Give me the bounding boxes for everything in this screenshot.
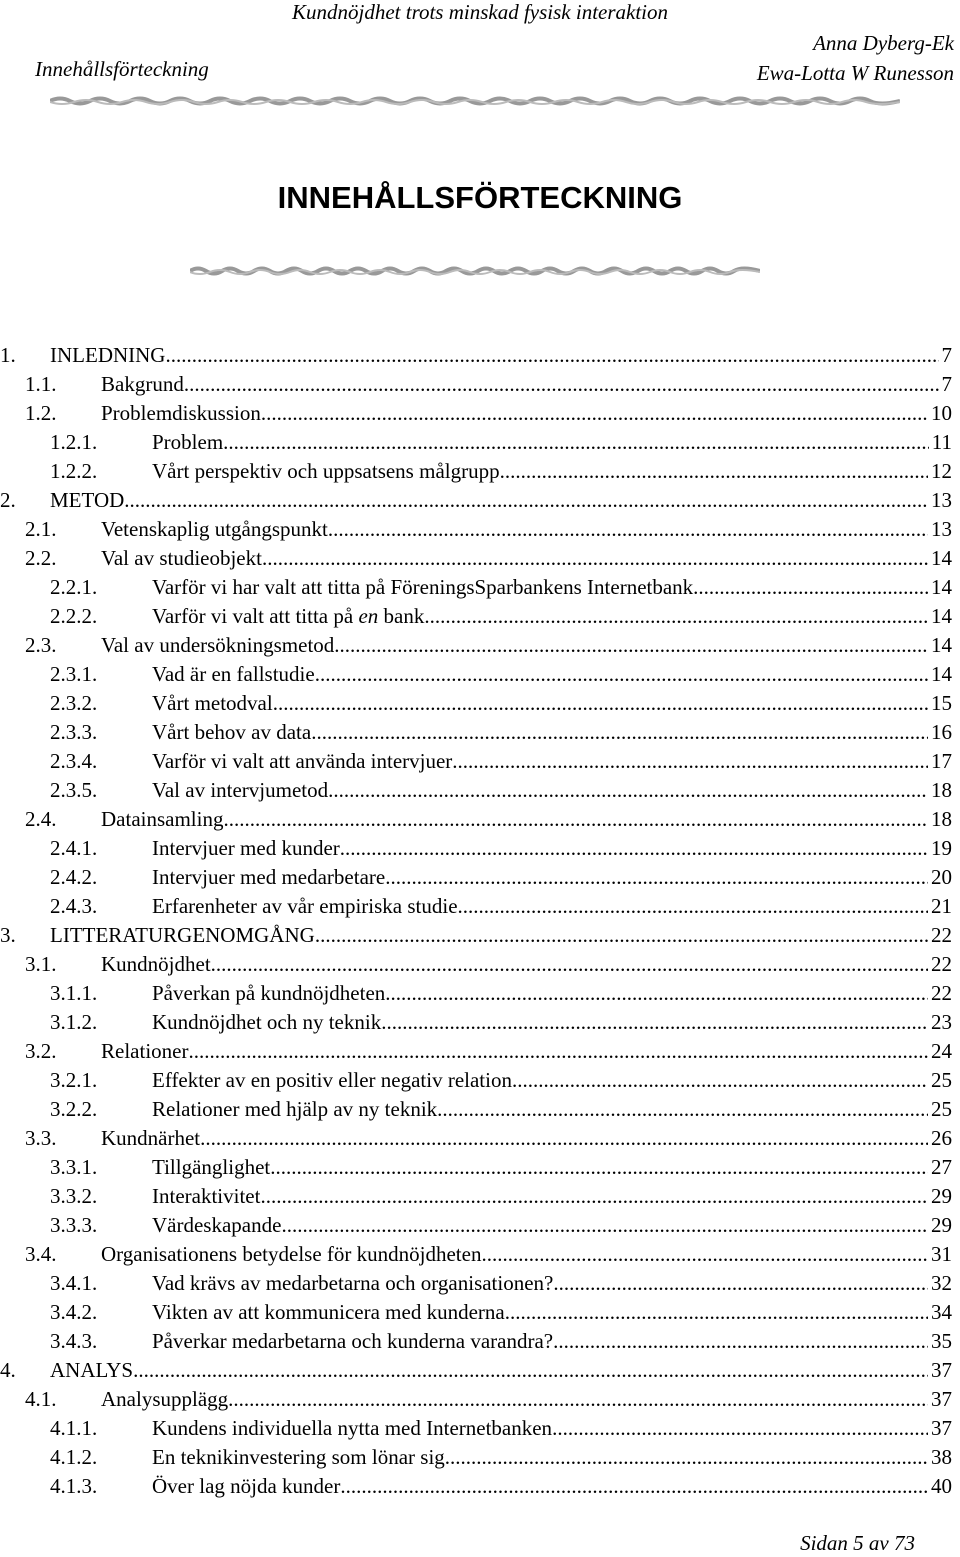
toc-entry-number: 2.3.5.	[50, 778, 98, 802]
toc-entry-text: Vårt metodval	[152, 689, 273, 718]
toc-leader-dots	[424, 602, 928, 631]
toc-entry[interactable]	[0, 1037, 960, 1066]
toc-entry-number: 4.1.3.	[50, 1474, 98, 1498]
toc-entry[interactable]	[0, 1356, 960, 1385]
toc-leader-dots	[334, 631, 928, 660]
toc-entry-page: 25	[931, 1068, 952, 1092]
toc-entry-number: 2.3.4.	[50, 749, 98, 773]
toc-leader-dots	[223, 805, 928, 834]
toc-entry-label	[152, 1066, 952, 1095]
toc-entry-page: 18	[931, 778, 952, 802]
toc-entry[interactable]	[0, 747, 960, 776]
toc-leader-dots	[445, 1443, 928, 1472]
toc-entry-page: 22	[931, 981, 952, 1005]
toc-entry-text: Erfarenheter av vår empiriska studie	[152, 892, 458, 921]
toc-entry-label	[50, 486, 952, 515]
toc-entry[interactable]	[0, 921, 960, 950]
toc-entry-label	[152, 1008, 952, 1037]
toc-entry-number: 2.4.3.	[50, 894, 98, 918]
toc-leader-dots	[381, 1008, 928, 1037]
toc-entry-label	[152, 863, 952, 892]
toc-leader-dots	[452, 747, 928, 776]
page-number-footer: Sidan 5 av 73	[800, 1531, 915, 1555]
toc-entry-page: 14	[931, 604, 952, 628]
toc-entry-number: 3.1.2.	[50, 1010, 98, 1034]
toc-entry-label	[152, 1269, 952, 1298]
toc-entry-label	[152, 1095, 952, 1124]
toc-entry[interactable]	[0, 892, 960, 921]
toc-entry-page: 40	[931, 1474, 952, 1498]
running-header-section: Innehållsförteckning	[35, 57, 209, 81]
toc-leader-dots	[133, 1356, 928, 1385]
toc-entry[interactable]	[0, 776, 960, 805]
toc-entry-number: 2.4.1.	[50, 836, 98, 860]
toc-leader-dots	[315, 660, 928, 689]
toc-entry[interactable]	[0, 1211, 960, 1240]
toc-entry-text: Värdeskapande	[152, 1211, 281, 1240]
toc-entry[interactable]	[0, 370, 960, 399]
toc-entry-page: 37	[931, 1387, 952, 1411]
toc-entry-page: 37	[931, 1358, 952, 1382]
toc-entry[interactable]	[0, 950, 960, 979]
toc-entry-number: 3.1.	[25, 952, 57, 976]
toc-entry[interactable]	[0, 1124, 960, 1153]
toc-entry-number: 2.	[0, 488, 16, 512]
toc-leader-dots	[311, 718, 928, 747]
toc-entry-text: Relationer med hjälp av ny teknik	[152, 1095, 437, 1124]
toc-entry[interactable]	[0, 341, 960, 370]
toc-entry-number: 3.3.3.	[50, 1213, 98, 1237]
toc-entry-label	[50, 1356, 952, 1385]
toc-entry-page: 29	[931, 1213, 952, 1237]
toc-entry-page: 20	[931, 865, 952, 889]
toc-entry-number: 3.3.1.	[50, 1155, 98, 1179]
toc-entry-text: Kundnöjdhet och ny teknik	[152, 1008, 381, 1037]
toc-leader-dots	[693, 573, 928, 602]
toc-entry-number: 2.3.3.	[50, 720, 98, 744]
toc-entry-label	[152, 834, 952, 863]
toc-entry-label	[152, 1414, 952, 1443]
toc-entry[interactable]	[0, 1008, 960, 1037]
toc-entry-number: 4.	[0, 1358, 16, 1382]
toc-entry-number: 4.1.2.	[50, 1445, 98, 1469]
toc-entry-page: 19	[931, 836, 952, 860]
toc-entry-number: 1.1.	[25, 372, 57, 396]
toc-entry-page: 22	[931, 923, 952, 947]
toc-entry-page: 13	[931, 517, 952, 541]
toc-entry-number: 2.2.2.	[50, 604, 98, 628]
toc-entry-page: 18	[931, 807, 952, 831]
toc-entry-text: Tillgänglighet	[152, 1153, 270, 1182]
toc-entry-number: 3.2.2.	[50, 1097, 98, 1121]
toc-entry-label	[50, 921, 952, 950]
toc-entry-text: Kundnöjdhet	[101, 950, 211, 979]
toc-entry-label	[152, 747, 952, 776]
toc-entry-text: Datainsamling	[101, 805, 223, 834]
toc-leader-dots	[552, 1414, 928, 1443]
toc-entry-number: 4.1.1.	[50, 1416, 98, 1440]
toc-entry-label	[152, 776, 952, 805]
toc-entry-page: 17	[931, 749, 952, 773]
toc-entry-text: Vårt behov av data	[152, 718, 311, 747]
toc-entry-text: Vikten av att kommunicera med kunderna	[152, 1298, 505, 1327]
toc-entry-page: 14	[931, 633, 952, 657]
toc-entry-label	[101, 1385, 952, 1414]
toc-entry[interactable]	[0, 399, 960, 428]
toc-entry-text: Varför vi valt att titta på en bank	[152, 602, 424, 631]
author-name: Anna Dyberg-Ek	[813, 31, 954, 55]
toc-entry-label	[152, 1327, 952, 1356]
toc-entry-page: 14	[931, 662, 952, 686]
toc-entry-page: 31	[931, 1242, 952, 1266]
toc-entry-label	[152, 892, 952, 921]
toc-entry-label	[152, 1153, 952, 1182]
toc-entry-label	[101, 805, 952, 834]
toc-entry-label	[101, 544, 952, 573]
toc-entry-text: Effekter av en positiv eller negativ relation	[152, 1066, 512, 1095]
toc-entry[interactable]	[0, 1414, 960, 1443]
toc-leader-dots	[261, 399, 928, 428]
toc-entry-text: ANALYS	[50, 1356, 133, 1385]
table-of-contents	[0, 341, 960, 1501]
toc-leader-dots	[188, 1037, 928, 1066]
toc-entry[interactable]	[0, 1443, 960, 1472]
toc-leader-dots	[340, 1472, 928, 1501]
toc-entry-text: Val av undersökningsmetod	[101, 631, 334, 660]
toc-entry-number: 4.1.	[25, 1387, 57, 1411]
toc-leader-dots	[223, 428, 929, 457]
toc-entry-label	[101, 1124, 952, 1153]
toc-entry-page: 35	[931, 1329, 952, 1353]
toc-entry[interactable]	[0, 486, 960, 515]
toc-entry-number: 3.3.	[25, 1126, 57, 1150]
toc-entry-number: 3.4.3.	[50, 1329, 98, 1353]
toc-entry-page: 15	[931, 691, 952, 715]
toc-entry[interactable]	[0, 457, 960, 486]
toc-entry[interactable]	[0, 1240, 960, 1269]
toc-leader-dots	[200, 1124, 928, 1153]
toc-entry[interactable]	[0, 805, 960, 834]
toc-entry-label	[101, 515, 952, 544]
toc-entry-number: 2.4.	[25, 807, 57, 831]
toc-leader-dots	[281, 1211, 928, 1240]
toc-leader-dots	[505, 1298, 928, 1327]
toc-entry-number: 2.3.2.	[50, 691, 98, 715]
toc-entry[interactable]	[0, 834, 960, 863]
toc-entry-text: Problem	[152, 428, 223, 457]
toc-entry-label	[152, 718, 952, 747]
toc-entry-label	[152, 979, 952, 1008]
toc-leader-dots	[260, 1182, 928, 1211]
toc-entry-text: Påverkar medarbetarna och kunderna varandra?	[152, 1327, 553, 1356]
toc-entry-label	[152, 573, 952, 602]
toc-leader-dots	[328, 515, 928, 544]
toc-entry-text: Vårt perspektiv och uppsatsens målgrupp	[152, 457, 500, 486]
toc-entry-text: Interaktivitet	[152, 1182, 260, 1211]
toc-entry-text: Val av intervjumetod	[152, 776, 328, 805]
toc-entry-page: 37	[931, 1416, 952, 1440]
toc-entry-label	[152, 1472, 952, 1501]
toc-entry[interactable]	[0, 631, 960, 660]
toc-entry-label	[152, 1298, 952, 1327]
toc-leader-dots	[553, 1269, 928, 1298]
toc-entry[interactable]	[0, 544, 960, 573]
toc-entry-page: 7	[941, 343, 952, 367]
toc-entry[interactable]	[0, 979, 960, 1008]
toc-entry-text: Kundens individuella nytta med Internetbanken	[152, 1414, 552, 1443]
toc-entry[interactable]	[0, 718, 960, 747]
toc-entry-number: 1.2.2.	[50, 459, 98, 483]
toc-entry-text: Påverkan på kundnöjdheten	[152, 979, 385, 1008]
toc-leader-dots	[385, 979, 928, 1008]
toc-entry-page: 26	[931, 1126, 952, 1150]
toc-entry-number: 1.2.1.	[50, 430, 98, 454]
toc-leader-dots	[124, 486, 928, 515]
toc-entry-number: 2.2.	[25, 546, 57, 570]
toc-entry-page: 32	[931, 1271, 952, 1295]
toc-entry-label	[101, 950, 952, 979]
toc-entry[interactable]	[0, 428, 960, 457]
toc-entry-page: 10	[931, 401, 952, 425]
toc-entry-page: 14	[931, 575, 952, 599]
toc-leader-dots	[458, 892, 928, 921]
toc-entry-number: 3.3.2.	[50, 1184, 98, 1208]
toc-entry-page: 38	[931, 1445, 952, 1469]
toc-entry-text: Vad är en fallstudie	[152, 660, 315, 689]
toc-entry-page: 7	[941, 372, 952, 396]
toc-entry-page: 27	[931, 1155, 952, 1179]
toc-entry-label	[101, 1240, 952, 1269]
toc-entry-page: 29	[931, 1184, 952, 1208]
toc-entry-number: 3.4.	[25, 1242, 57, 1266]
toc-entry-number: 2.1.	[25, 517, 57, 541]
toc-leader-dots	[262, 544, 928, 573]
toc-entry-page: 13	[931, 488, 952, 512]
toc-entry-page: 16	[931, 720, 952, 744]
toc-entry-page: 11	[931, 430, 952, 454]
toc-entry[interactable]	[0, 1269, 960, 1298]
toc-entry-text: Varför vi valt att använda intervjuer	[152, 747, 452, 776]
toc-entry-page: 24	[931, 1039, 952, 1063]
toc-entry[interactable]	[0, 515, 960, 544]
toc-entry-number: 3.2.	[25, 1039, 57, 1063]
toc-entry-number: 2.3.1.	[50, 662, 98, 686]
toc-entry-number: 2.4.2.	[50, 865, 98, 889]
toc-entry[interactable]	[0, 1298, 960, 1327]
toc-entry-label	[152, 602, 952, 631]
toc-entry-label	[101, 399, 952, 428]
toc-entry-text: En teknikinvestering som lönar sig	[152, 1443, 445, 1472]
toc-entry-label	[101, 1037, 952, 1066]
toc-leader-dots	[328, 776, 928, 805]
toc-entry-label	[152, 1211, 952, 1240]
toc-entry[interactable]	[0, 1066, 960, 1095]
toc-leader-dots	[437, 1095, 928, 1124]
toc-entry[interactable]	[0, 1472, 960, 1501]
toc-leader-dots	[481, 1240, 928, 1269]
decorative-rule-title	[190, 264, 760, 278]
toc-entry-number: 3.4.1.	[50, 1271, 98, 1295]
toc-entry-label	[50, 341, 952, 370]
toc-leader-dots	[512, 1066, 928, 1095]
toc-entry-text: Relationer	[101, 1037, 188, 1066]
toc-entry-page: 12	[931, 459, 952, 483]
toc-entry-text: Problemdiskussion	[101, 399, 261, 428]
toc-entry-text: Kundnärhet	[101, 1124, 200, 1153]
toc-entry-text: Val av studieobjekt	[101, 544, 262, 573]
running-header-authors	[757, 28, 954, 88]
toc-entry-number: 2.2.1.	[50, 575, 98, 599]
toc-entry-text: Intervjuer med medarbetare	[152, 863, 385, 892]
toc-entry-label	[152, 428, 952, 457]
toc-entry-label	[152, 660, 952, 689]
toc-entry-text: Intervjuer med kunder	[152, 834, 340, 863]
toc-entry-text: Över lag nöjda kunder	[152, 1472, 340, 1501]
toc-entry-text: Varför vi har valt att titta på FöreningsSparbankens Internetbank	[152, 573, 693, 602]
document-title: INNEHÅLLSFÖRTECKNING	[277, 180, 683, 215]
toc-entry-page: 34	[931, 1300, 952, 1324]
toc-leader-dots	[211, 950, 928, 979]
toc-entry[interactable]	[0, 689, 960, 718]
toc-leader-dots	[184, 370, 939, 399]
toc-leader-dots	[500, 457, 928, 486]
toc-entry-page: 23	[931, 1010, 952, 1034]
toc-entry-label	[152, 1443, 952, 1472]
toc-entry-page: 22	[931, 952, 952, 976]
toc-leader-dots	[273, 689, 928, 718]
toc-leader-dots	[165, 341, 938, 370]
toc-entry-label	[152, 1182, 952, 1211]
toc-leader-dots	[315, 921, 928, 950]
toc-entry-number: 3.4.2.	[50, 1300, 98, 1324]
toc-entry-text: Vad krävs av medarbetarna och organisationen?	[152, 1269, 553, 1298]
decorative-rule-top	[50, 94, 900, 108]
toc-entry-page: 21	[931, 894, 952, 918]
toc-entry-label	[101, 370, 952, 399]
toc-leader-dots	[553, 1327, 928, 1356]
toc-entry[interactable]	[0, 1153, 960, 1182]
toc-entry-number: 1.2.	[25, 401, 57, 425]
toc-entry-text: METOD	[50, 486, 124, 515]
toc-entry-number: 2.3.	[25, 633, 57, 657]
toc-entry-text: Analysupplägg	[101, 1385, 228, 1414]
toc-entry-number: 3.1.1.	[50, 981, 98, 1005]
running-header-title: Kundnöjdhet trots minskad fysisk interaktion	[291, 0, 669, 24]
toc-entry[interactable]	[0, 602, 960, 631]
toc-entry[interactable]	[0, 1385, 960, 1414]
toc-leader-dots	[228, 1385, 928, 1414]
toc-entry[interactable]	[0, 1327, 960, 1356]
author-name: Ewa-Lotta W Runesson	[756, 61, 954, 85]
toc-entry-text: LITTERATURGENOMGÅNG	[50, 921, 315, 950]
toc-entry-label	[101, 631, 952, 660]
toc-entry[interactable]	[0, 573, 960, 602]
toc-entry-text: Bakgrund	[101, 370, 184, 399]
toc-entry-label	[152, 457, 952, 486]
toc-entry[interactable]	[0, 660, 960, 689]
toc-entry-number: 3.	[0, 923, 16, 947]
toc-leader-dots	[270, 1153, 928, 1182]
toc-entry-page: 25	[931, 1097, 952, 1121]
toc-entry-text: Organisationens betydelse för kundnöjdheten	[101, 1240, 481, 1269]
toc-entry[interactable]	[0, 1095, 960, 1124]
toc-entry-number: 1.	[0, 343, 16, 367]
toc-leader-dots	[385, 863, 928, 892]
toc-entry-number: 3.2.1.	[50, 1068, 98, 1092]
toc-entry[interactable]	[0, 1182, 960, 1211]
toc-entry-label	[152, 689, 952, 718]
toc-entry-text: Vetenskaplig utgångspunkt	[101, 515, 328, 544]
toc-entry[interactable]	[0, 863, 960, 892]
toc-entry-page: 14	[931, 546, 952, 570]
toc-entry-text: INLEDNING	[50, 341, 165, 370]
toc-leader-dots	[340, 834, 928, 863]
